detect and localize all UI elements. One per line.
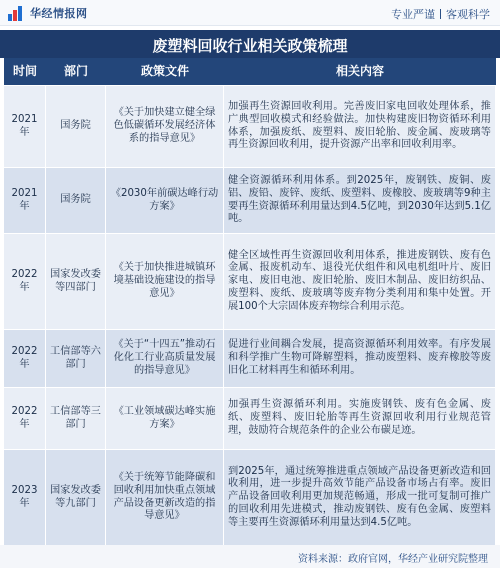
- table-row: [4, 330, 496, 388]
- table-row: [4, 86, 496, 168]
- cell-doc: 《关于统筹节能降碳和回收利用加快重点领域产品设备更新改造的指导意见》: [106, 450, 224, 545]
- column-header-doc: 政策文件: [140, 64, 189, 79]
- cell-doc: 《关于加快推进城镇环境基础设施建设的指导意见》: [106, 234, 224, 329]
- cell-content: 加强再生资源循环利用。实施废钢铁、废有色金属、废纸、废塑料、废旧轮胎等再生资源回收利用行业规范管理，鼓励符合规范条件的企业公布碳足迹。: [224, 388, 496, 449]
- bar-chart-logo-icon: [8, 5, 26, 21]
- site-logo[interactable]: [8, 5, 88, 21]
- site-name: 华经情报网: [30, 7, 88, 20]
- slogan-right: 客观科学: [446, 8, 490, 21]
- cell-year: 2021年: [4, 86, 46, 167]
- cell-year: 2022年: [4, 330, 46, 387]
- page-title: 废塑料回收行业相关政策梳理: [152, 37, 348, 55]
- table-header-row: [4, 58, 496, 86]
- table-row: [4, 388, 496, 450]
- column-header-year: 时间: [12, 64, 37, 79]
- cell-content: 促进行业间耦合发展，提高资源循环利用效率。有序发展和科学推广生物可降解塑料，推动废塑料、废弃橡胶等废旧化工材料再生和循环利用。: [224, 330, 496, 387]
- slogan-left: 专业严谨: [391, 8, 435, 21]
- slogan: [391, 6, 490, 22]
- cell-content: 到2025年，通过统筹推进重点领域产品设备更新改造和回收利用，进一步提升高效节能产品设备市场占有率。废旧产品设备回收利用更加规范畅通，形成一批可复制可推广的回收利用先进模式，推动废钢铁、废有色金属、废塑料等主要再生资源循环利用量达到4.5亿吨。: [224, 450, 496, 545]
- cell-doc: 《2030年前碳达峰行动方案》: [106, 168, 224, 233]
- cell-dept: 国务院: [46, 168, 106, 233]
- cell-doc: 《关于加快建立健全绿色低碳循环发展经济体系的指导意见》: [106, 86, 224, 167]
- policy-table: [4, 58, 496, 546]
- cell-doc: 《关于“十四五”推动石化化工行业高质量发展的指导意见》: [106, 330, 224, 387]
- column-header-dept: 部门: [63, 64, 88, 79]
- table-row: [4, 168, 496, 234]
- cell-dept: 国务院: [46, 86, 106, 167]
- table-row: [4, 450, 496, 546]
- table-row: [4, 234, 496, 330]
- top-bar: [0, 0, 500, 26]
- cell-dept: 工信部等六部门: [46, 330, 106, 387]
- cell-content: 健全区域性再生资源回收利用体系，推进废钢铁、废有色金属、报废机动车、退役光伏组件和风电机组叶片、废旧家电、废旧电池、废旧轮胎、废旧木制品、废旧纺织品、废塑料、废纸、废玻璃等废弃物分类利用和集中处置。开展100个大宗固体废弃物综合利用示范。: [224, 234, 496, 329]
- title-bar: [0, 30, 500, 58]
- cell-year: 2022年: [4, 234, 46, 329]
- slogan-divider: [440, 9, 441, 19]
- cell-dept: 工信部等三部门: [46, 388, 106, 449]
- cell-content: 加强再生资源回收利用。完善废旧家电回收处理体系，推广典型回收模式和经验做法。加快构建废旧物资循环利用体系，加强废纸、废塑料、废旧轮胎、废金属、废玻璃等再生资源回收利用，提升资源产出率和回收利用率。: [224, 86, 496, 167]
- cell-year: 2021年: [4, 168, 46, 233]
- cell-doc: 《工业领域碳达峰实施方案》: [106, 388, 224, 449]
- cell-content: 健全资源循环利用体系。到2025年，废钢铁、废铜、废铝、废铅、废锌、废纸、废塑料、废橡胶、废玻璃等9种主要再生资源循环利用量达到4.5亿吨，到2030年达到5.1亿吨。: [224, 168, 496, 233]
- footer: [0, 545, 500, 568]
- source-note: 资料来源：政府官网，华经产业研究院整理: [298, 554, 488, 565]
- cell-dept: 国家发改委等九部门: [46, 450, 106, 545]
- cell-year: 2022年: [4, 388, 46, 449]
- cell-dept: 国家发改委等四部门: [46, 234, 106, 329]
- cell-year: 2023年: [4, 450, 46, 545]
- column-header-content: 相关内容: [335, 64, 384, 79]
